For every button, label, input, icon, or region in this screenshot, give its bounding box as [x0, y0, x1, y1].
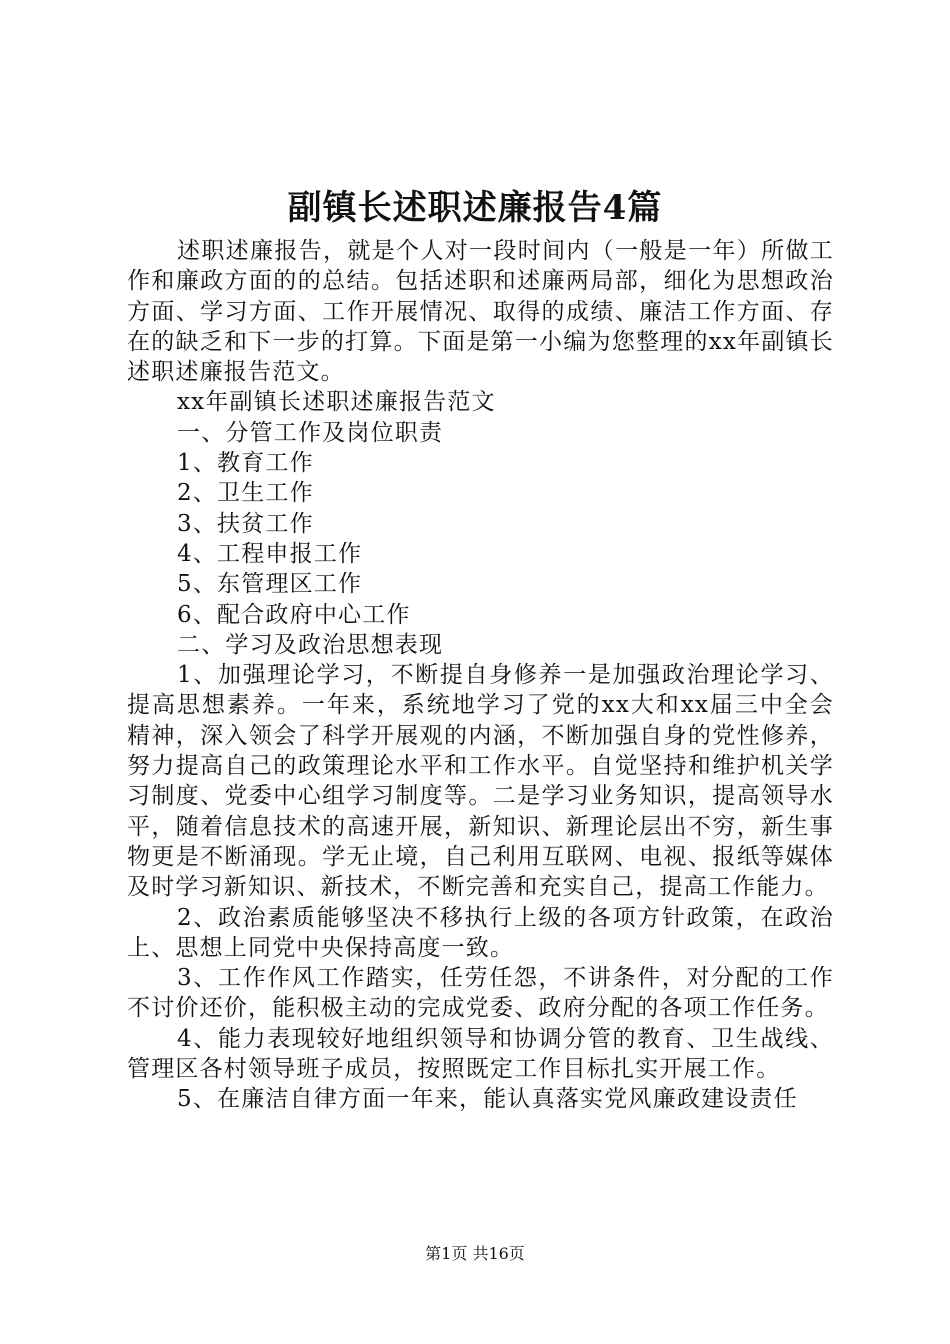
- paragraph-intro: 述职述廉报告，就是个人对一段时间内（一般是一年）所做工作和廉政方面的的总结。包括述职和述廉两局部，细化为思想政治方面、学习方面、工作开展情况、取得的成绩、廉洁工作方面、存在的缺乏和下一步的打算。下面是第一小编为您整理的xx年副镇长述职述廉报告范文。: [127, 238, 834, 386]
- list-item: 6、配合政府中心工作: [177, 601, 411, 628]
- paragraph-body: 5、在廉洁自律方面一年来，能认真落实党风廉政建设责任: [177, 1086, 798, 1113]
- list-item: 3、扶贫工作: [177, 510, 314, 537]
- document-body: [127, 236, 834, 1115]
- page-footer: 第1页 共16页: [425, 1244, 525, 1263]
- document-title: 副镇长述职述廉报告4篇: [287, 188, 663, 228]
- list-item: 5、东管理区工作: [177, 571, 363, 598]
- list-item: 4、工程申报工作: [177, 540, 363, 567]
- paragraph-subtitle: xx年副镇长述职述廉报告范文: [177, 389, 496, 416]
- list-item: 1、教育工作: [177, 450, 314, 477]
- paragraph-body: 3、工作作风工作踏实，任劳任怨，不讲条件，对分配的工作不讨价还价，能积极主动的完成党委、政府分配的各项工作任务。: [127, 965, 834, 1022]
- list-item: 2、卫生工作: [177, 480, 314, 507]
- section-heading-2: 二、学习及政治思想表现: [177, 631, 444, 658]
- section-heading-1: 一、分管工作及岗位职责: [177, 419, 444, 446]
- paragraph-body: 4、能力表现较好地组织领导和协调分管的教育、卫生战线、管理区各村领导班子成员，按照既定工作目标扎实开展工作。: [127, 1025, 834, 1083]
- paragraph-body: 2、政治素质能够坚决不移执行上级的各项方针政策，在政治上、思想上同党中央保持高度一致。: [127, 904, 834, 961]
- paragraph-body: 1、加强理论学习，不断提自身修养一是加强政治理论学习、提高思想素养。一年来，系统地学习了党的xx大和xx届三中全会精神，深入领会了科学开展观的内涵，不断加强自身的党性修养，努力提高自己的政策理论水平和工作水平。自觉坚持和维护机关学习制度、党委中心组学习制度等。二是学习业务知识，提高领导水平，随着信息技术的高速开展，新知识、新理论层出不穷，新生事物更是不断涌现。学无止境，自己利用互联网、电视、报纸等媒体及时学习新知识、新技术，不断完善和充实自己，提高工作能力。: [127, 662, 834, 901]
